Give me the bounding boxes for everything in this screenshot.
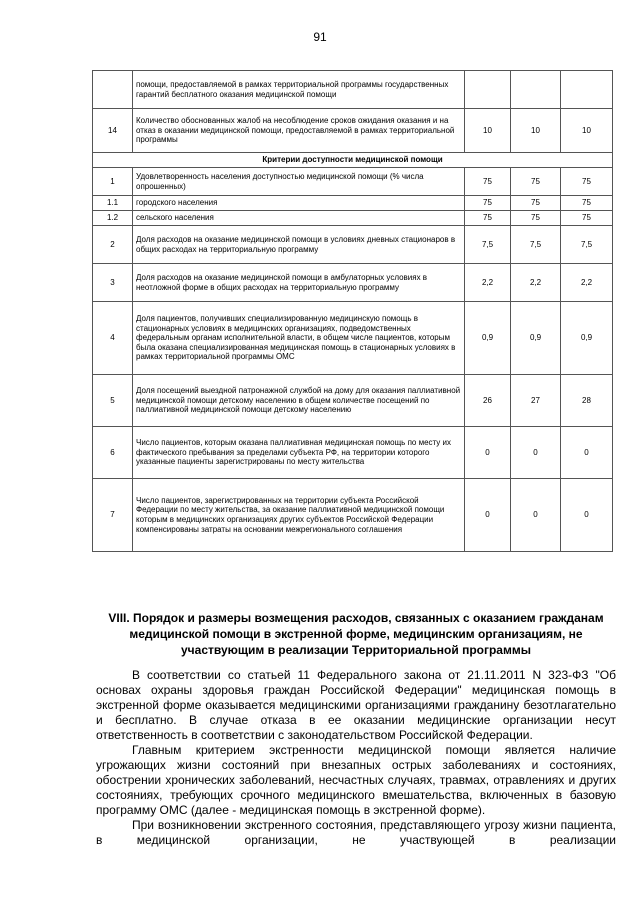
row-value-1: 75 [465,211,511,226]
paragraph: При возникновении экстренного состояния, представляющего угрозу жизни пациента, в медицинской организации, не участвующей в реализации [96,818,616,847]
row-description: Удовлетворенность населения доступностью медицинской помощи (% числа опрошенных) [133,168,465,196]
row-value-3: 2,2 [561,264,613,302]
row-value-2: 7,5 [511,226,561,264]
row-value-3: 75 [561,211,613,226]
row-value-1: 2,2 [465,264,511,302]
table-row [93,427,613,479]
row-value-2: 0,9 [511,302,561,375]
row-number: 6 [93,427,133,479]
table-row [93,196,613,211]
table-row [93,109,613,153]
row-value-2: 75 [511,168,561,196]
row-description: городского населения [133,196,465,211]
row-number: 7 [93,479,133,552]
row-value-3: 28 [561,375,613,427]
paragraph: Главным критерием экстренности медицинской помощи является наличие угрожающих жизни состояний при внезапных острых заболеваниях и состояниях, обострении хронических заболеваний, несчастных случаях, травмах, отравлениях и других состояниях, требующих срочного медицинского вмешательства, включенных в базовую программу ОМС (далее - медицинская помощь в экстренной форме). [96,743,616,817]
row-value-1: 0 [465,427,511,479]
row-value-1: 7,5 [465,226,511,264]
row-description: сельского населения [133,211,465,226]
section-title: VIII. Порядок и размеры возмещения расходов, связанных с оказанием гражданам медицинской помощи в экстренной форме, медицинским организациям, не участвующим в реализации Территориальной программы [108,611,604,657]
row-description: Доля пациентов, получивших специализированную медицинскую помощь в стационарных условиях в медицинских организациях, подведомственных федеральным органам исполнительной власти, в общем числе пациентов, которым была оказана специализированная медицинская помощь в стационарных условиях в рамках территориальной программы ОМС [133,302,465,375]
table-row [93,226,613,264]
table-row [93,71,613,109]
row-value-2: 0 [511,427,561,479]
row-value-3: 0 [561,427,613,479]
table-row [93,264,613,302]
row-number: 1 [93,168,133,196]
row-number [93,71,133,109]
row-description: Доля посещений выездной патронажной службой на дому для оказания паллиативной медицинской помощи детскому населению в общем количестве посещений по паллиативной медицинской помощи детскому населению [133,375,465,427]
row-description: Количество обоснованных жалоб на несоблюдение сроков ожидания оказания и на отказ в оказании медицинской помощи, предоставляемой в рамках территориальной программы [133,109,465,153]
row-description: Число пациентов, зарегистрированных на территории субъекта Российской Федерации по месту жительства, за оказание паллиативной медицинской помощи которым в медицинских организациях других субъектов Российской Федерации компенсированы затраты на основании межрегионального соглашения [133,479,465,552]
criteria-table-body [93,71,613,552]
row-number: 3 [93,264,133,302]
row-value-2: 27 [511,375,561,427]
row-description: Доля расходов на оказание медицинской помощи в амбулаторных условиях в неотложной форме в общих расходах на территориальную программу [133,264,465,302]
row-value-1: 26 [465,375,511,427]
row-number: 14 [93,109,133,153]
body-text [96,668,616,848]
row-number: 1.1 [93,196,133,211]
section-header-label: Критерии доступности медицинской помощи [93,153,613,168]
row-value-1: 75 [465,168,511,196]
row-value-1: 10 [465,109,511,153]
paragraph: В соответствии со статьей 11 Федерального закона от 21.11.2011 N 323-ФЗ "Об основах охраны здоровья граждан Российской Федерации" медицинская помощь в экстренной форме оказывается медицинскими организациями гражданину безотлагательно и бесплатно. В случае отказа в ее оказании медицинские организации несут ответственность в соответствии с законодательством Российской Федерации. [96,668,616,742]
table-row [93,168,613,196]
row-value-3: 75 [561,196,613,211]
table-row [93,211,613,226]
row-value-2: 2,2 [511,264,561,302]
row-value-2: 0 [511,479,561,552]
row-number: 2 [93,226,133,264]
row-value-3: 75 [561,168,613,196]
row-value-3: 0,9 [561,302,613,375]
page-number: 91 [313,30,327,44]
row-description: помощи, предоставляемой в рамках территориальной программы государственных гарантий бесплатного оказания медицинской помощи [133,71,465,109]
section-header-row [93,153,613,168]
row-value-1: 75 [465,196,511,211]
row-value-3: 0 [561,479,613,552]
row-value-1: 0,9 [465,302,511,375]
row-value-3: 7,5 [561,226,613,264]
row-value-2: 75 [511,211,561,226]
row-value-2 [511,71,561,109]
table-row [93,375,613,427]
row-value-2: 75 [511,196,561,211]
row-value-3: 10 [561,109,613,153]
row-value-1: 0 [465,479,511,552]
table-row [93,302,613,375]
row-value-3 [561,71,613,109]
row-description: Доля расходов на оказание медицинской помощи в условиях дневных стационаров в общих расходах на территориальную программу [133,226,465,264]
row-number: 4 [93,302,133,375]
row-value-2: 10 [511,109,561,153]
table-row [93,479,613,552]
criteria-table [92,70,613,552]
row-value-1 [465,71,511,109]
row-number: 1.2 [93,211,133,226]
row-number: 5 [93,375,133,427]
row-description: Число пациентов, которым оказана паллиативная медицинская помощь по месту их фактического пребывания за пределами субъекта РФ, на территории которого указанные пациенты зарегистрированы по месту жительства [133,427,465,479]
